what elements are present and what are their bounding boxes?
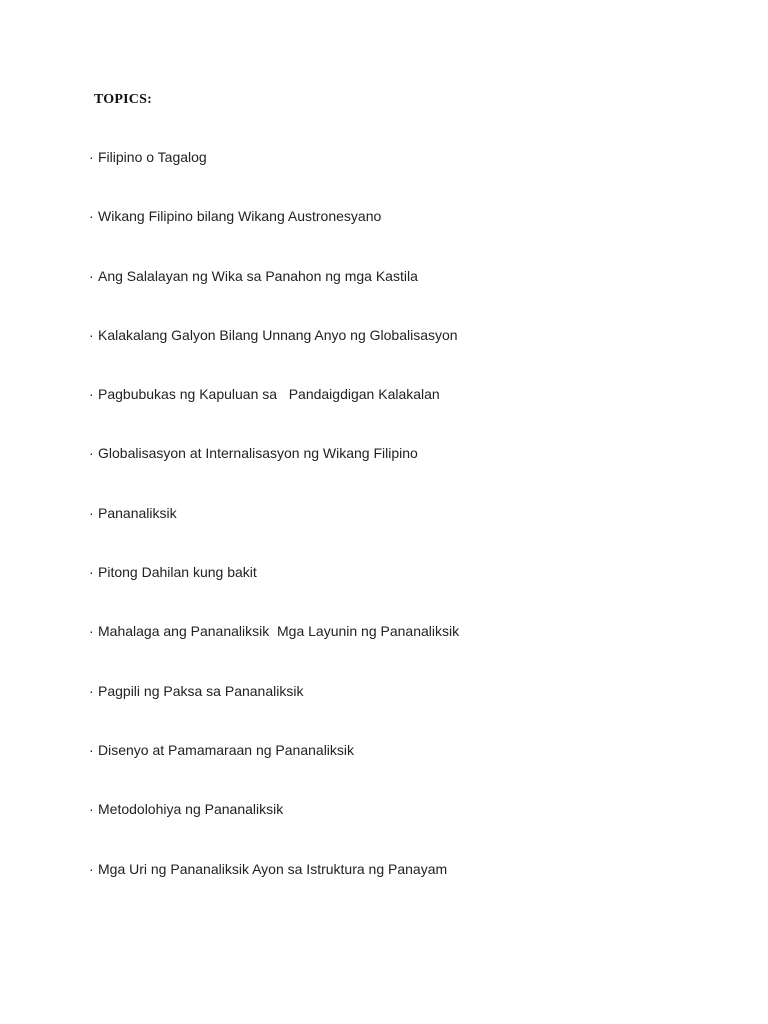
bullet-icon: · <box>89 386 94 403</box>
topic-text: Filipino o Tagalog <box>98 149 207 165</box>
topic-item <box>89 741 459 800</box>
topic-item <box>89 148 459 207</box>
topic-text: Metodolohiya ng Pananaliksik <box>98 801 284 818</box>
topic-item <box>89 385 459 444</box>
topic-text: Pagbubukas ng Kapuluan sa Pandaigdigan Kalakalan <box>98 386 440 403</box>
bullet-icon: · <box>89 504 94 521</box>
topic-text: Wikang Filipino bilang Wikang Austronesyano <box>98 208 382 225</box>
bullet-icon: · <box>89 623 94 640</box>
bullet-icon: · <box>89 445 94 462</box>
bullet-icon: · <box>89 267 94 284</box>
topic-item <box>89 207 459 266</box>
topic-item <box>89 800 459 859</box>
bullet-icon: · <box>89 682 94 699</box>
topic-item <box>89 326 459 385</box>
bullet-icon: · <box>89 860 94 877</box>
topic-text: Mahalaga ang Pananaliksik Mga Layunin ng Pananaliksik <box>98 623 460 640</box>
topic-list <box>89 148 459 919</box>
topics-heading: TOPICS: <box>94 92 152 107</box>
topic-text: Disenyo at Pamamaraan ng Pananaliksik <box>98 741 355 758</box>
topic-item <box>89 860 459 919</box>
bullet-icon: · <box>89 326 94 343</box>
topic-text: Pagpili ng Paksa sa Pananaliksik <box>98 682 304 699</box>
topic-text: Pananaliksik <box>98 504 177 521</box>
topic-text: Mga Uri ng Pananaliksik Ayon sa Istruktura ng Panayam <box>98 860 448 877</box>
bullet-icon: · <box>89 564 94 581</box>
topic-item <box>89 267 459 326</box>
bullet-icon: · <box>89 741 94 758</box>
topic-item <box>89 563 459 622</box>
topic-text: Globalisasyon at Internalisasyon ng Wikang Filipino <box>98 445 418 462</box>
topic-item <box>89 504 459 563</box>
bullet-icon: · <box>89 208 94 225</box>
bullet-icon: · <box>89 149 94 165</box>
topic-text: Pitong Dahilan kung bakit <box>98 564 257 581</box>
topic-item <box>89 622 459 681</box>
topic-item <box>89 682 459 741</box>
topic-item <box>89 444 459 503</box>
topic-text: Kalakalang Galyon Bilang Unnang Anyo ng Globalisasyon <box>98 326 458 343</box>
bullet-icon: · <box>89 801 94 818</box>
topic-text: Ang Salalayan ng Wika sa Panahon ng mga Kastila <box>98 267 418 284</box>
